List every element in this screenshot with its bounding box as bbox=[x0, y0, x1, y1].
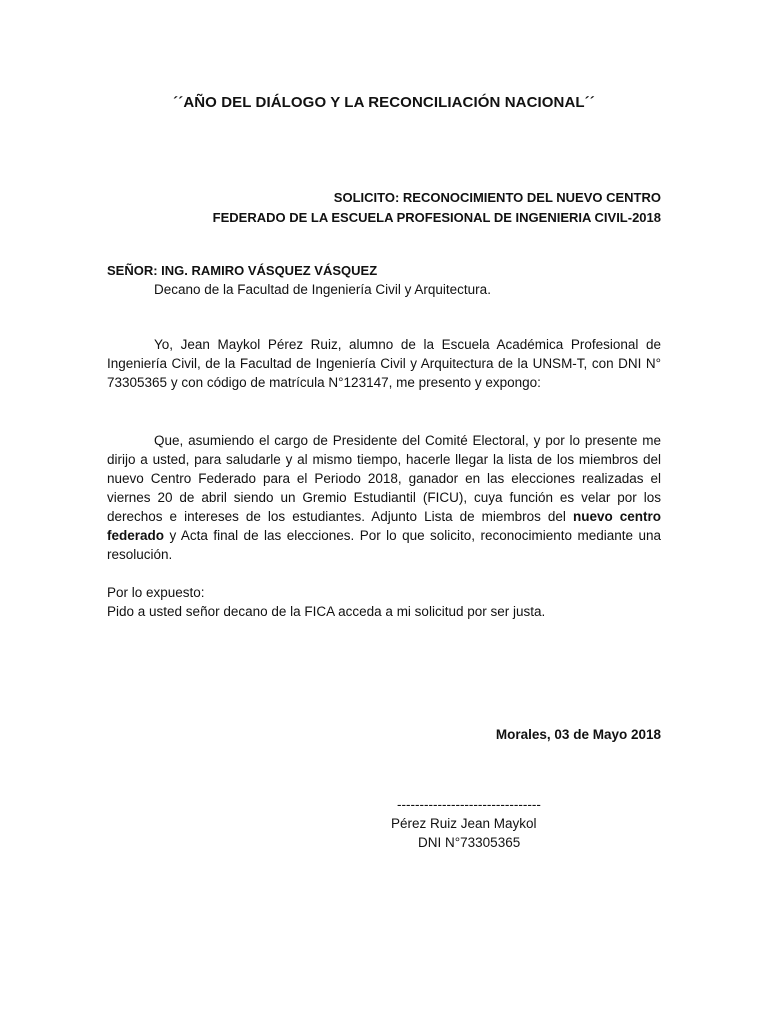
signature-line: -------------------------------- bbox=[397, 797, 541, 812]
document-heading: ´´AÑO DEL DIÁLOGO Y LA RECONCILIACIÓN NACIONAL´´ bbox=[173, 94, 595, 111]
body-paragraph bbox=[107, 431, 661, 564]
addressee-role: Decano de la Facultad de Ingeniería Civil y Arquitectura. bbox=[154, 282, 491, 297]
body-text-bold: nuevo centro federado bbox=[107, 509, 661, 543]
request-subject bbox=[101, 188, 661, 228]
introduction-text: Yo, Jean Maykol Pérez Ruiz, alumno de la Escuela Académica Profesional de Ingeniería Civil, de la Facultad de Ingeniería Civil y Arquitectura de la UNSM-T, con DNI N° 73305365 y con código de matrícula N°123147, me presento y expongo: bbox=[107, 337, 661, 390]
letter-date: Morales, 03 de Mayo 2018 bbox=[495, 727, 661, 742]
body-text-before: Que, asumiendo el cargo de Presidente del Comité Electoral, y por lo presente me dirijo a usted, para saludarle y al mismo tiempo, hacerle llegar la lista de los miembros del nuevo Centro Federado para el Periodo 2018, ganador en las elecciones realizadas el viernes 20 de abril siendo un Gremio Estudiantil (FICU), cuya función es velar por los derechos e intereses de los estudiantes. Adjunto Lista de miembros del bbox=[107, 433, 661, 524]
request-line-1: SOLICITO: RECONOCIMIENTO DEL NUEVO CENTRO bbox=[333, 190, 661, 205]
addressee-name: SEÑOR: ING. RAMIRO VÁSQUEZ VÁSQUEZ bbox=[107, 263, 378, 278]
closing-block bbox=[107, 583, 661, 621]
introduction-paragraph bbox=[107, 335, 661, 392]
addressee-block bbox=[107, 261, 661, 299]
signer-dni: DNI N°73305365 bbox=[418, 835, 521, 850]
body-text-after: y Acta final de las elecciones. Por lo que solicito, reconocimiento mediante una resolución. bbox=[107, 528, 661, 562]
signer-name: Pérez Ruiz Jean Maykol bbox=[391, 816, 537, 831]
request-line-2: FEDERADO DE LA ESCUELA PROFESIONAL DE INGENIERIA CIVIL-2018 bbox=[212, 210, 661, 225]
closing-line-2: Pido a usted señor decano de la FICA acceda a mi solicitud por ser justa. bbox=[107, 604, 546, 619]
closing-line-1: Por lo expuesto: bbox=[107, 585, 205, 600]
signature-block bbox=[391, 795, 551, 852]
